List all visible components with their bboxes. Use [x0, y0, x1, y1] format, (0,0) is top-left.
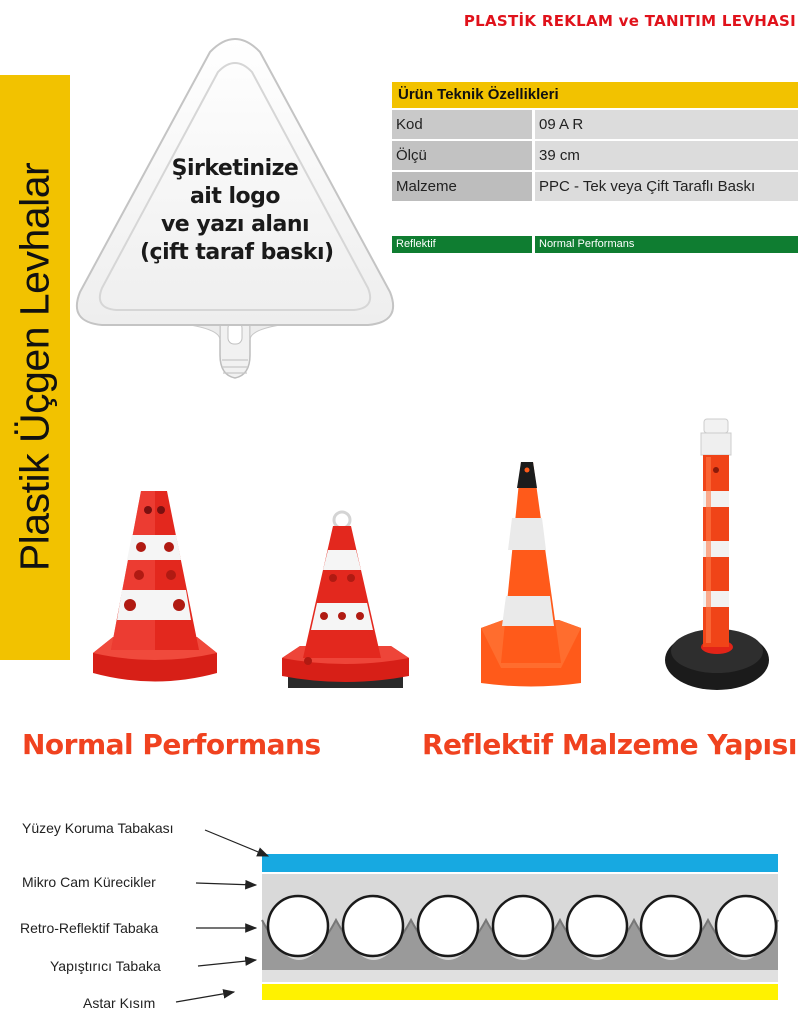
- sign-line: ait logo: [189, 184, 281, 209]
- sign-text: [140, 155, 334, 267]
- spec-key: Kod: [392, 110, 532, 139]
- sign-line: (çift taraf baskı): [140, 240, 334, 265]
- layer-label-surface: Yüzey Koruma Tabakası: [22, 820, 174, 836]
- reflective-structure-label: Reflektif Malzeme Yapısı: [422, 728, 797, 761]
- sign-line: ve yazı alanı: [160, 212, 310, 237]
- delineator-post-image: [660, 415, 775, 710]
- primer-layer: [262, 984, 778, 1000]
- spec-value: 09 A R: [535, 110, 798, 139]
- layer-label-primer: Astar Kısım: [83, 995, 156, 1011]
- spec-row: [392, 141, 798, 170]
- side-banner: [0, 75, 70, 660]
- spec-table: [392, 82, 798, 201]
- layer-label-retro-reflective: Retro-Reflektif Tabaka: [20, 920, 159, 936]
- spec-key: Ölçü: [392, 141, 532, 170]
- traffic-cone-image: [85, 485, 225, 690]
- spec-value: PPC - Tek veya Çift Taraflı Baskı: [535, 172, 798, 201]
- reflective-value: Normal Performans: [535, 236, 798, 253]
- traffic-cone-small-image: [278, 508, 413, 693]
- layer-label-glass-beads: Mikro Cam Kürecikler: [22, 874, 156, 890]
- spec-table-title: Ürün Teknik Özellikleri: [392, 82, 798, 108]
- spec-row: [392, 110, 798, 139]
- orange-cone-image: [475, 458, 587, 691]
- sign-line: Şirketinize: [171, 156, 299, 181]
- page-title: PLASTİK REKLAM ve TANITIM LEVHASI: [463, 12, 796, 30]
- spec-row: [392, 172, 798, 201]
- side-banner-text: Plastik Üçgen Levhalar: [11, 162, 58, 572]
- normal-performance-label: Normal Performans: [22, 728, 321, 761]
- reflective-row: [392, 236, 798, 253]
- surface-layer: [262, 854, 778, 872]
- spec-key: Malzeme: [392, 172, 532, 201]
- reflective-layer-diagram: [0, 800, 810, 1020]
- spec-value: 39 cm: [535, 141, 798, 170]
- layer-label-adhesive: Yapıştırıcı Tabaka: [50, 958, 161, 974]
- reflective-key: Reflektif: [392, 236, 532, 253]
